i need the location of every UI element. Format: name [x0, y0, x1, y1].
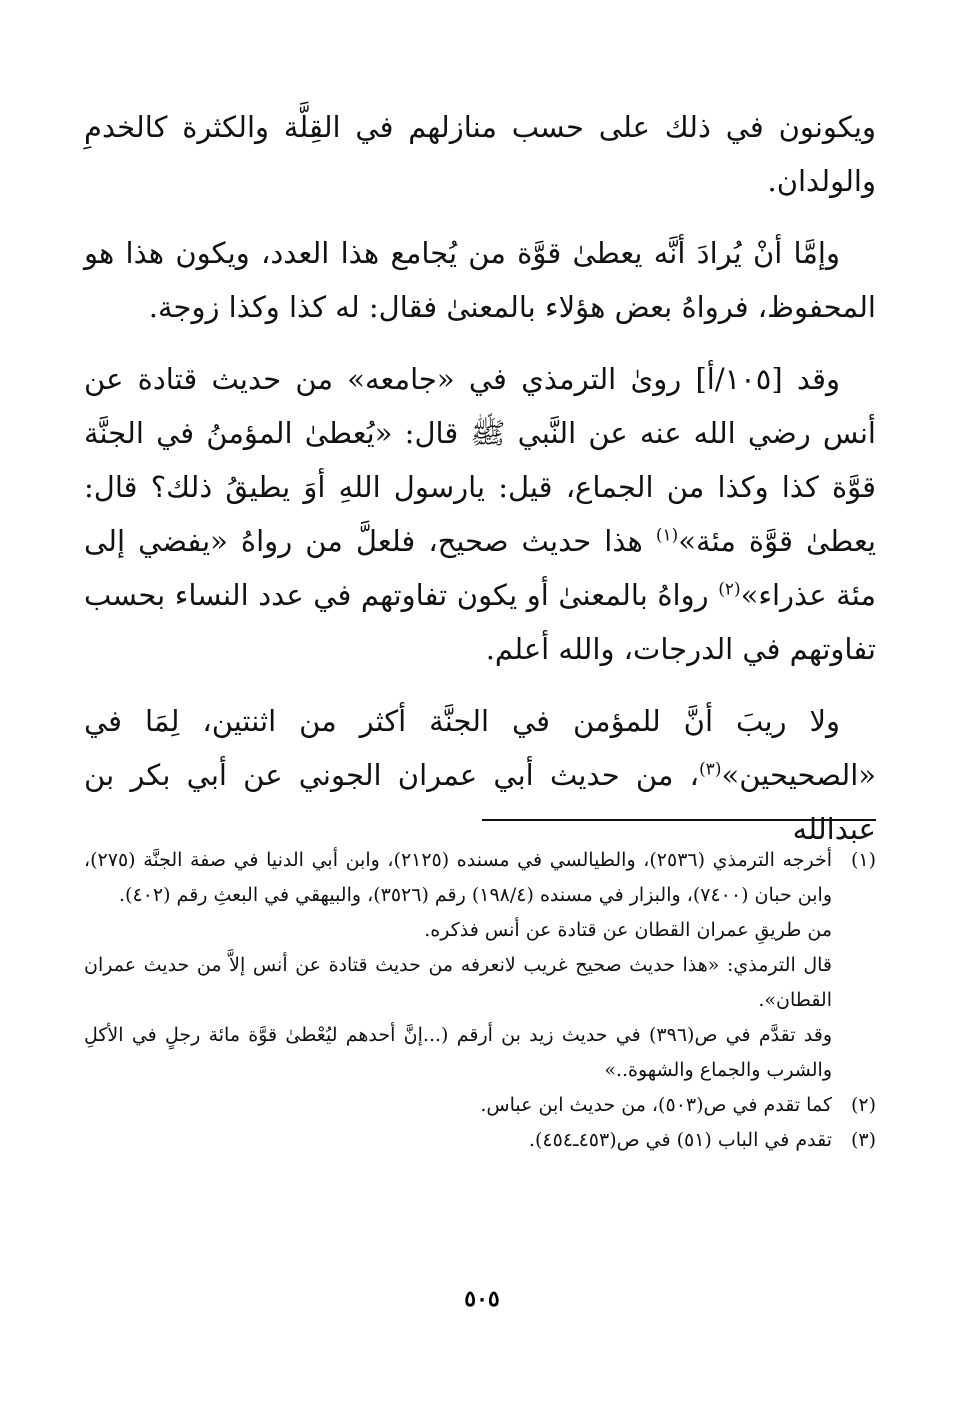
- paragraph-3-text-b: هذا حديث صحيح، فلعلَّ من رواهُ «يفضي إلى مئة عذراء»: [84, 524, 876, 612]
- main-text: [84, 100, 876, 874]
- footnote-1-line-3: قال الترمذي: «هذا حديث صحيح غريب لانعرفه من حديث قتادة عن أنس إلاَّ من حديث عمران القطان».: [84, 954, 832, 1011]
- footnote-2: [84, 1088, 876, 1123]
- footnote-2-text: كما تقدم في ص(٥٠٣)، من حديث ابن عباس.: [480, 1094, 832, 1116]
- paragraph-4: [84, 694, 876, 856]
- footnote-1: [84, 843, 876, 913]
- footnote-ref-2: (٢): [718, 579, 741, 600]
- footnote-1-number: (١): [850, 849, 876, 871]
- paragraph-3: [84, 352, 876, 676]
- paragraph-3-text-a: وقد [١٠٥/أ] روىٰ الترمذي في «جامعه» من حديث قتادة عن أنس رضي الله عنه عن النَّبي ﷺ قال: «يُعطىٰ المؤمنُ في الجنَّة قوَّة كذا وكذا من الجماع، قيل: يارسول اللهِ أوَ يطيقُ ذلك؟ قال: يعطىٰ قوَّة مئة»: [84, 362, 876, 558]
- paragraph-2-text: وإمَّا أنْ يُرادَ أنَّه يعطىٰ قوَّة من يُجامع هذا العدد، ويكون هذا هو المحفوظ، فرواهُ بعض هؤلاء بالمعنىٰ فقال: له كذا وكذا زوجة.: [84, 236, 876, 324]
- footnote-3-text: تقدم في الباب (٥١) في ص(٤٥٣ـ٤٥٤).: [528, 1129, 832, 1151]
- footnote-2-number: (٢): [850, 1094, 876, 1116]
- paragraph-3-text-c: رواهُ بالمعنىٰ أو يكون تفاوتهم في عدد النساء بحسب تفاوتهم في الدرجات، والله أعلم.: [84, 578, 876, 666]
- footnote-3-number: (٣): [850, 1129, 876, 1151]
- paragraph-1-text: ويكونون في ذلك على حسب منازلهم في القِلَّة والكثرة كالخدمِ والولدان.: [84, 110, 876, 198]
- footnote-1-line-4: وقد تقدَّم في ص(٣٩٦) في حديث زيد بن أرقم (...إنَّ أحدهم ليُعْطىٰ قوَّة مائة رجلٍ في الأكلِ والشرب والجماع والشهوة..»: [84, 1024, 832, 1081]
- footnotes: [84, 843, 876, 1158]
- footnote-1-text: أخرجه الترمذي (٢٥٣٦)، والطيالسي في مسنده (٢١٢٥)، وابن أبي الدنيا في صفة الجنَّة (٢٧٥)، وابن حبان (٧٤٠٠)، والبزار في مسنده (١٩٨/٤) رقم (٣٥٢٦)، والبيهقي في البعثِ رقم (٤٠٢).: [84, 849, 832, 906]
- paragraph-2: [84, 226, 876, 334]
- paragraph-4-text-a: ولا ريبَ أنَّ للمؤمن في الجنَّة أكثر من اثنتين، لِمَا في «الصحيحين»: [84, 704, 876, 792]
- footnote-3: [84, 1123, 876, 1158]
- footnote-ref-3: (٣): [699, 759, 722, 780]
- footnote-separator: [482, 819, 876, 821]
- footnote-ref-1: (١): [655, 525, 679, 546]
- paragraph-1: [84, 100, 876, 208]
- paragraph-4-text-b: ، من حديث أبي عمران الجوني عن أبي بكر بن عبدالله: [84, 758, 876, 846]
- footnote-1-line-2: من طريقِ عمران القطان عن قتادة عن أنس فذكره.: [424, 919, 832, 941]
- page-number: ٥٠٥: [464, 1286, 500, 1312]
